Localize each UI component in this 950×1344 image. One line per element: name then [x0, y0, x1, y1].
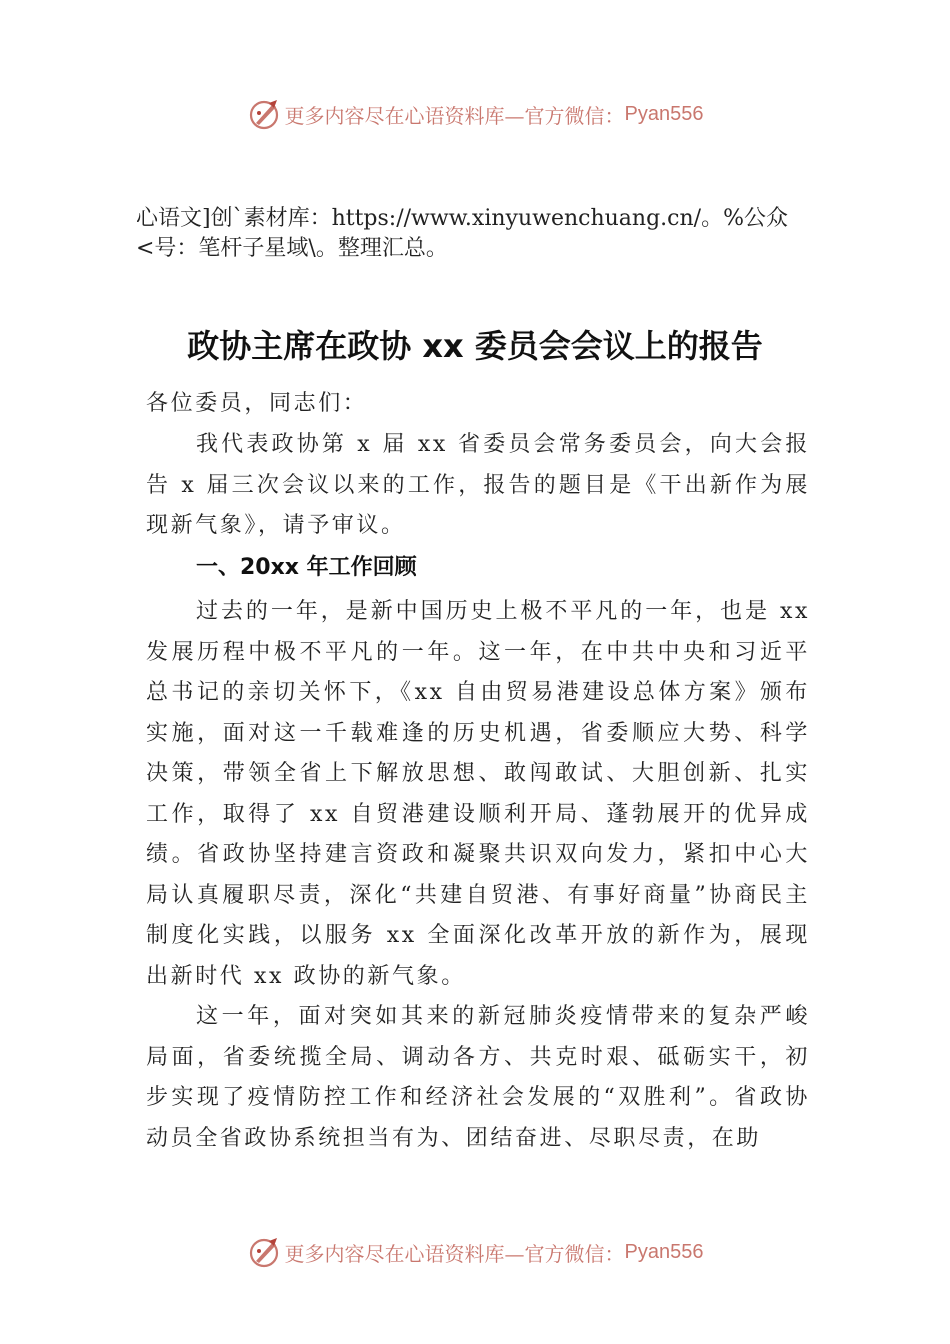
section-heading: 一、20xx 年工作回顾 — [196, 555, 417, 580]
footer-banner — [0, 1232, 950, 1272]
document-title: 政协主席在政协 xx 委员会会议上的报告 — [187, 327, 763, 366]
banner-text: 更多内容尽在心语资料库—官方微信： — [284, 1241, 625, 1266]
salutation: 各位委员，同志们： — [146, 391, 368, 416]
paragraph: 过去的一年，是新中国历史上极不平凡的一年，也是 xx 发展历程中极不平凡的一年。这一年，在中共中央和习近平总书记的亲切关怀下，《xx 自由贸易港建设总体方案》颁布实施，面对这一千载难逢的历史机遇，省委顺应大势、科学决策，带领全省上下解放思想、敢闯敢试、大胆创新、扎实工作，取得了 xx 自贸港建设顺利开局、蓬勃展开的优异成绩。省政协坚持建言资政和凝聚共识双向发力，紧扣中心大局认真履职尽责，深化“共建自贸港、有事好商量”协商民主制度化实践，以服务 xx 全面深化改革开放的新作为，展现出新时代 xx 政协的新气象。 — [146, 599, 810, 989]
quill-pen-logo-icon — [247, 1235, 281, 1269]
banner-wechat-id: Pyan556 — [624, 102, 704, 125]
banner-wechat-id: Pyan556 — [624, 1240, 704, 1263]
banner-text: 更多内容尽在心语资料库—官方微信： — [284, 103, 625, 128]
paragraph: 我代表政协第 x 届 xx 省委员会常务委员会，向大会报告 x 届三次会议以来的工作，报告的题目是《干出新作为展现新气象》，请予审议。 — [146, 432, 810, 538]
paragraph: 这一年，面对突如其来的新冠肺炎疫情带来的复杂严峻局面，省委统揽全局、调动各方、共克时艰、砥砺实干，初步实现了疫情防控工作和经济社会发展的“双胜利”。省政协动员全省政协系统担当有为、团结奋进、尽职尽责，在助 — [146, 1004, 810, 1151]
quill-pen-logo-icon — [247, 97, 281, 131]
header-banner — [0, 94, 950, 134]
source-note: 心语文]创`素材库：https://www.xinyuwenchuang.cn/。%公众 <号：笔杆子星域\。整理汇总。 — [136, 206, 788, 261]
